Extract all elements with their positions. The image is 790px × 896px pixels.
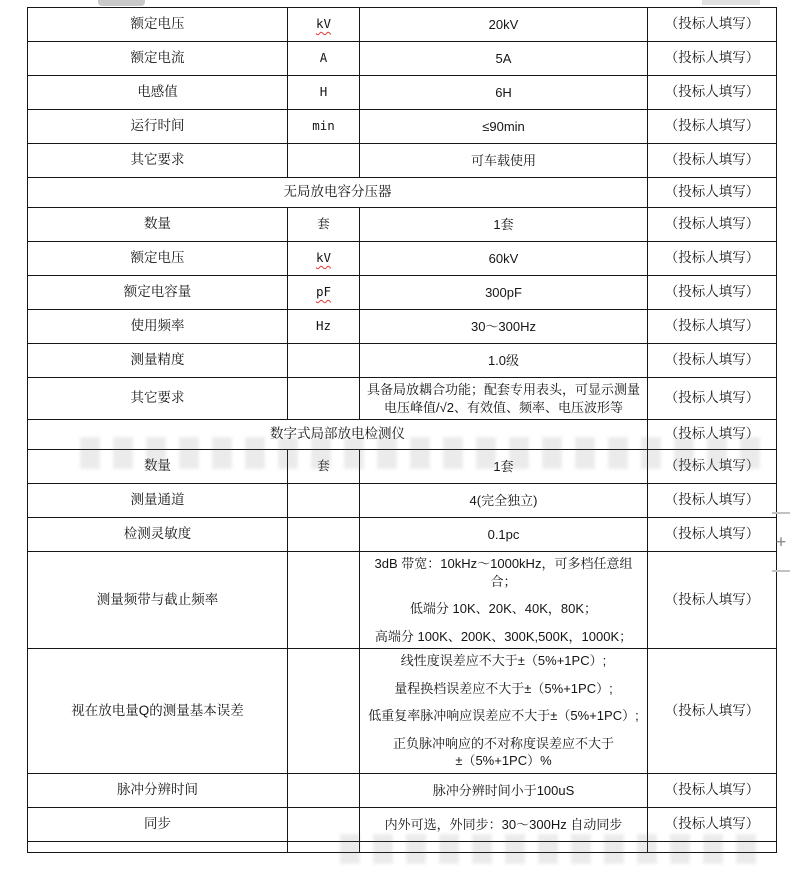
unit-cell	[288, 484, 360, 517]
value-line: 高端分 100K、200K、300K,500K，1000K；	[374, 628, 633, 644]
fill-cell: （投标人填写）	[664, 492, 760, 508]
table-row	[28, 276, 776, 310]
value-cell	[360, 774, 648, 807]
fill-cell: （投标人填写）	[664, 318, 760, 334]
value-cell	[360, 110, 648, 143]
value-cell	[360, 484, 648, 517]
table-row	[28, 242, 776, 276]
param-cell: 测量通道	[28, 484, 288, 517]
table-row	[28, 552, 776, 649]
table-row	[28, 310, 776, 344]
fill-cell: （投标人填写）	[664, 458, 760, 474]
unit-text: pF	[315, 284, 332, 300]
value-cell	[360, 378, 648, 419]
param-cell: 数量	[28, 208, 288, 241]
unit-cell	[288, 774, 360, 807]
value-line: 30～300Hz	[470, 318, 537, 334]
value-line: 1套	[493, 458, 514, 474]
fill-cell: （投标人填写）	[664, 50, 760, 66]
unit-text: H	[319, 84, 328, 100]
unit-cell	[288, 310, 360, 343]
fill-cell: （投标人填写）	[664, 526, 760, 542]
value-cell	[360, 842, 648, 852]
fill-cell	[648, 842, 776, 852]
value-cell	[360, 344, 648, 377]
param-cell: 同步	[28, 808, 288, 841]
table-row	[28, 76, 776, 110]
unit-cell	[288, 842, 360, 852]
value-cell	[360, 76, 648, 109]
fill-cell: （投标人填写）	[664, 184, 760, 200]
value-cell	[360, 649, 648, 773]
fill-cell: （投标人填写）	[664, 250, 760, 266]
param-cell: 额定电压	[28, 8, 288, 41]
table-row	[28, 649, 776, 774]
section-row	[28, 178, 776, 208]
value-cell	[360, 8, 648, 41]
fill-cell: （投标人填写）	[664, 816, 760, 832]
param-cell: 脉冲分辨时间	[28, 774, 288, 807]
table-row	[28, 808, 776, 842]
side-handle[interactable]	[772, 512, 790, 572]
fill-cell: （投标人填写）	[664, 390, 760, 406]
value-line: 脉冲分辨时间小于100uS	[432, 782, 575, 798]
value-line: 5A	[495, 50, 512, 66]
fill-cell: （投标人填写）	[664, 352, 760, 368]
fill-cell: （投标人填写）	[664, 118, 760, 134]
unit-cell	[288, 42, 360, 75]
fill-cell: （投标人填写）	[664, 592, 760, 608]
value-cell	[360, 310, 648, 343]
section-title-cell: 数字式局部放电检测仪	[28, 420, 648, 449]
unit-text: kV	[315, 250, 332, 266]
value-line: ≤90min	[482, 118, 525, 134]
unit-cell	[288, 76, 360, 109]
value-line: 20kV	[488, 16, 519, 32]
unit-cell	[288, 649, 360, 773]
param-cell: 其它要求	[28, 144, 288, 177]
unit-cell	[288, 450, 360, 483]
unit-cell	[288, 144, 360, 177]
param-cell: 使用频率	[28, 310, 288, 343]
plus-icon: +	[775, 532, 787, 552]
handle-line-top	[772, 512, 790, 514]
unit-cell	[288, 344, 360, 377]
fill-cell: （投标人填写）	[664, 152, 760, 168]
table-row	[28, 208, 776, 242]
unit-text: kV	[315, 16, 332, 32]
value-cell	[360, 808, 648, 841]
param-cell: 数量	[28, 450, 288, 483]
fill-cell: （投标人填写）	[664, 16, 760, 32]
section-row	[28, 420, 776, 450]
top-edge-artifact	[702, 0, 760, 5]
value-line: 正负脉冲响应的不对称度误差应不大于±（5%+1PC）%	[392, 735, 614, 769]
table-row	[28, 110, 776, 144]
fill-cell: （投标人填写）	[664, 84, 760, 100]
value-line: 6H	[495, 84, 512, 100]
unit-cell	[288, 276, 360, 309]
param-cell: 其它要求	[28, 378, 288, 419]
value-line: 量程换档误差应不大于±（5%+1PC）;	[394, 680, 613, 696]
param-cell	[28, 842, 288, 852]
table-row	[28, 8, 776, 42]
value-line: 60kV	[488, 250, 519, 266]
value-line: 内外可选，外同步：30～300Hz 自动同步	[384, 816, 623, 832]
fill-cell: （投标人填写）	[664, 703, 760, 719]
value-cell	[360, 242, 648, 275]
value-cell	[360, 144, 648, 177]
value-line: 1套	[493, 216, 514, 232]
value-cell	[360, 518, 648, 551]
unit-cell	[288, 552, 360, 648]
unit-cell	[288, 378, 360, 419]
value-cell	[360, 42, 648, 75]
param-cell: 额定电容量	[28, 276, 288, 309]
table-row	[28, 484, 776, 518]
table-row	[28, 518, 776, 552]
value-line: 具备局放耦合功能；配套专用表头，可显示测量电压峰值/√2、有效值、频率、电压波形等	[366, 382, 640, 415]
unit-text: 套	[317, 216, 330, 232]
param-cell: 测量频带与截止频率	[28, 552, 288, 648]
fill-cell: （投标人填写）	[664, 426, 760, 442]
unit-cell	[288, 518, 360, 551]
value-line: 0.1pc	[487, 526, 520, 542]
table-row	[28, 842, 776, 852]
unit-cell	[288, 808, 360, 841]
param-cell: 视在放电量Q的测量基本误差	[28, 649, 288, 773]
param-cell: 测量精度	[28, 344, 288, 377]
param-cell: 电感值	[28, 76, 288, 109]
section-title-cell: 无局放电容分压器	[28, 178, 648, 207]
unit-cell	[288, 208, 360, 241]
unit-cell	[288, 242, 360, 275]
unit-text: min	[312, 118, 335, 134]
param-cell: 额定电流	[28, 42, 288, 75]
spec-table	[27, 7, 777, 853]
value-cell	[360, 276, 648, 309]
value-cell	[360, 450, 648, 483]
value-line: 4(完全独立)	[469, 492, 538, 508]
table-row	[28, 450, 776, 484]
table-row	[28, 378, 776, 420]
unit-cell	[288, 8, 360, 41]
value-line: 低端分 10K、20K、40K，80K；	[409, 601, 598, 617]
fill-cell: （投标人填写）	[664, 284, 760, 300]
param-cell: 运行时间	[28, 110, 288, 143]
unit-cell	[288, 110, 360, 143]
fill-cell: （投标人填写）	[664, 782, 760, 798]
unit-text: A	[319, 50, 328, 66]
table-row	[28, 42, 776, 76]
table-row	[28, 774, 776, 808]
table-row	[28, 144, 776, 178]
value-line: 1.0级	[487, 352, 520, 368]
value-line: 300pF	[485, 284, 522, 300]
value-line: 线性度误差应不大于±（5%+1PC）;	[400, 653, 607, 669]
fill-cell: （投标人填写）	[664, 216, 760, 232]
param-cell: 检测灵敏度	[28, 518, 288, 551]
value-line: 可车载使用	[470, 152, 536, 168]
unit-text: Hz	[315, 318, 332, 334]
value-line: 低重复率脉冲响应误差应不大于±（5%+1PC）;	[368, 708, 639, 724]
value-cell	[360, 552, 648, 648]
table-row	[28, 344, 776, 378]
top-edge-artifact	[98, 0, 145, 6]
handle-line-bottom	[772, 570, 790, 572]
unit-text: 套	[317, 458, 330, 474]
value-cell	[360, 208, 648, 241]
value-line: 3dB 带宽：10kHz～1000kHz，可多档任意组合；	[374, 556, 633, 589]
param-cell: 额定电压	[28, 242, 288, 275]
